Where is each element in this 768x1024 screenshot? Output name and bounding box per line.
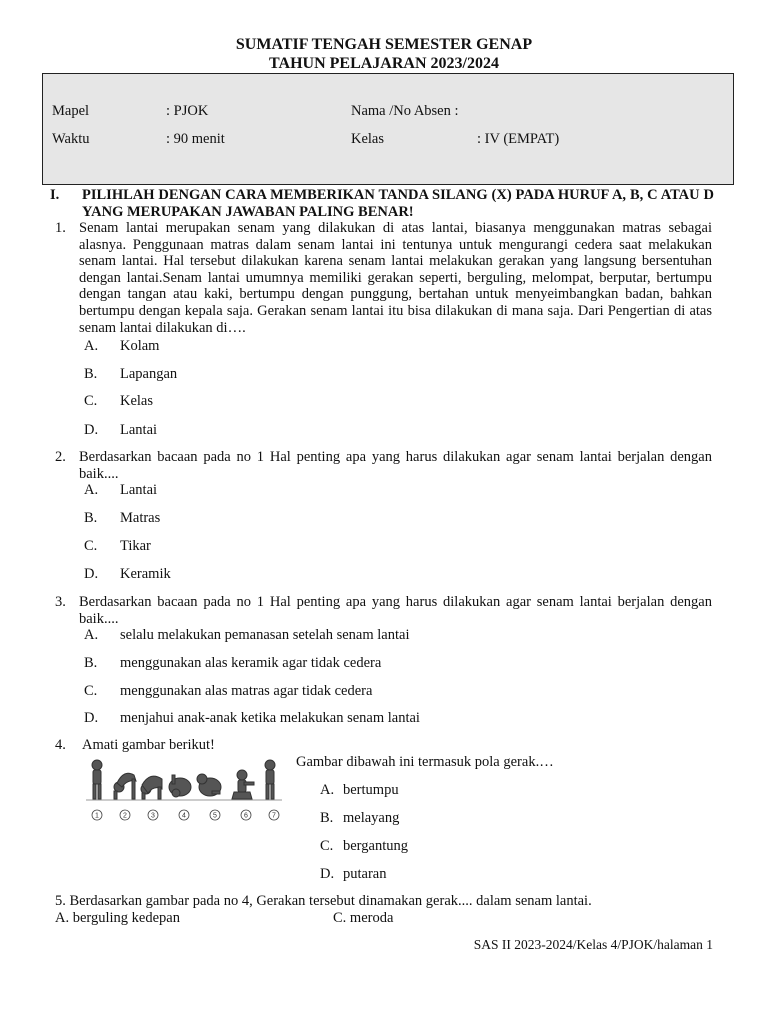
figure-pose-2 <box>114 773 136 799</box>
figure-label-1: 1 <box>95 812 99 820</box>
figure-pose-4 <box>169 775 191 797</box>
figure-label-6: 6 <box>244 812 248 820</box>
figure-label-2: 2 <box>123 812 127 820</box>
question-2-option-d[interactable]: D. Keramik <box>84 566 171 582</box>
figure-pose-7 <box>265 760 275 799</box>
question-4-option-d[interactable]: D. putaran <box>320 866 387 882</box>
question-1-option-d[interactable]: D. Lantai <box>84 422 158 438</box>
question-2-option-c[interactable]: C. Tikar <box>84 538 151 554</box>
question-4-option-a[interactable]: A. bertumpu <box>320 782 399 798</box>
figure-label-3: 3 <box>151 812 155 820</box>
figure-label-5: 5 <box>213 812 217 820</box>
question-5-option-c[interactable]: C. meroda <box>333 910 394 926</box>
question-3-option-a[interactable]: A. selalu melakukan pemanasan setelah senam lantai <box>84 627 410 643</box>
question-5-option-a[interactable]: A. berguling kedepan <box>55 910 180 926</box>
question-2-text: Berdasarkan bacaan pada no 1 Hal penting apa yang harus dilakukan agar senam lantai berjalan dengan baik.... <box>79 449 712 482</box>
question-4-option-b[interactable]: B. melayang <box>320 810 400 826</box>
school-year: TAHUN PELAJARAN 2023/2024 <box>269 55 499 72</box>
question-3-option-d[interactable]: D. menjahui anak-anak ketika melakukan senam lantai <box>84 710 420 726</box>
figure-pose-1 <box>92 760 102 799</box>
mapel-value: : PJOK <box>166 103 209 119</box>
forward-roll-figure <box>84 757 284 825</box>
question-5-text: 5. Berdasarkan gambar pada no 4, Gerakan tersebut dinamakan gerak.... dalam senam lantai. <box>55 893 592 909</box>
section-number: I. <box>50 187 60 203</box>
question-3-text: Berdasarkan bacaan pada no 1 Hal penting apa yang harus dilakukan agar senam lantai berjalan dengan baik.... <box>79 594 712 627</box>
question-1-number: 1. <box>55 220 66 236</box>
question-4-text: Amati gambar berikut! <box>82 737 215 753</box>
question-1-option-c[interactable]: C. Kelas <box>84 393 154 409</box>
question-1-option-a[interactable]: A. Kolam <box>84 338 160 354</box>
question-3-option-c[interactable]: C. menggunakan alas matras agar tidak cedera <box>84 683 373 699</box>
waktu-label: Waktu <box>52 131 90 147</box>
figure-pose-5 <box>197 774 221 796</box>
kelas-value: : IV (EMPAT) <box>477 131 560 147</box>
mapel-label: Mapel <box>52 103 90 119</box>
figure-label-4: 4 <box>182 812 186 820</box>
question-3-number: 3. <box>55 594 66 610</box>
question-2-number: 2. <box>55 449 66 465</box>
question-4-prompt: Gambar dibawah ini termasuk pola gerak.… <box>296 754 554 770</box>
question-4-number: 4. <box>55 737 66 753</box>
question-1-option-b[interactable]: B. Lapangan <box>84 366 178 382</box>
question-1-text: Senam lantai merupakan senam yang dilakukan di atas lantai, biasanya menggunakan matras sebagai alasnya. Penggunaan matras dalam senam lantai ini tentunya untuk mengurangi cedera saat melakukan senam lantai. Hal tersebut dilakukan karena senam lantai melakukan gerakan yang langsung bersentuhan dengan lantai.Senam lantai umumnya memiliki gerakan seperti, berguling, melompat, berputar, bertumpu dengan tangan atau kaki, bertumpu dengan punggung, bertahan untuk menyeimbangkan badan, bahkan bertumpu dengan kepala saja. Gerakan senam lantai itu bisa dilakukan di mana saja. Dari Pengertian di atas senam lantai dilakukan di…. <box>79 220 712 336</box>
kelas-label: Kelas <box>351 131 385 147</box>
figure-pose-6 <box>232 770 254 799</box>
question-2-option-b[interactable]: B. Matras <box>84 510 161 526</box>
figure-pose-3 <box>141 776 162 799</box>
question-3-option-b[interactable]: B. menggunakan alas keramik agar tidak cedera <box>84 655 382 671</box>
waktu-value: : 90 menit <box>166 131 225 147</box>
page-footer: SAS II 2023-2024/Kelas 4/PJOK/halaman 1 <box>473 937 713 952</box>
figure-label-7: 7 <box>272 812 276 820</box>
section-instruction: PILIHLAH DENGAN CARA MEMBERIKAN TANDA SILANG (X) PADA HURUF A, B, C ATAU D YANG MERUPAKAN JAWABAN PALING BENAR! <box>82 187 714 220</box>
exam-title: SUMATIF TENGAH SEMESTER GENAP <box>235 36 533 53</box>
nama-label: Nama /No Absen : <box>351 103 459 119</box>
question-4-option-c[interactable]: C. bergantung <box>320 838 408 854</box>
student-info-box <box>42 73 734 185</box>
question-2-option-a[interactable]: A. Lantai <box>84 482 158 498</box>
